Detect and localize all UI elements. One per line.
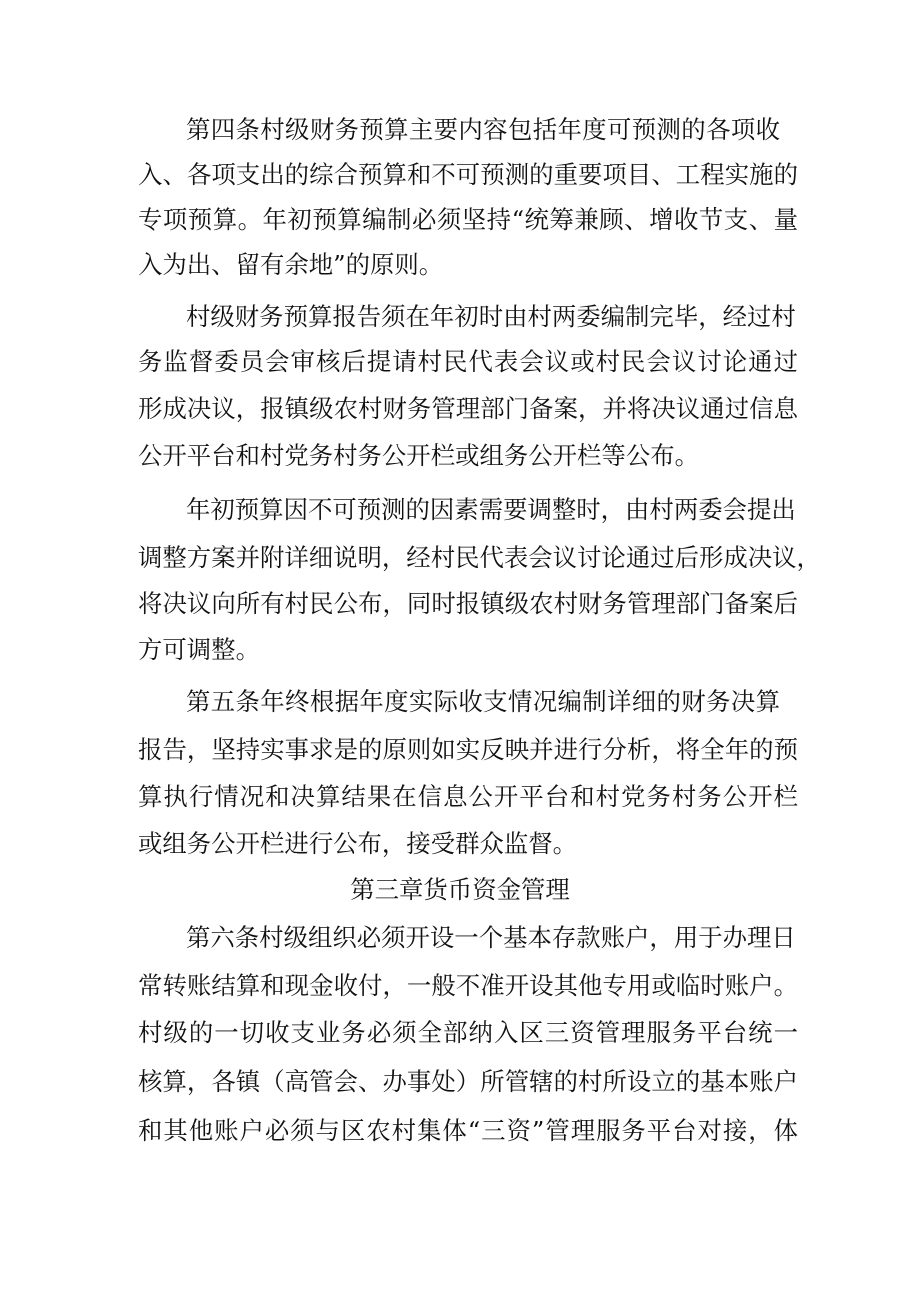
paragraph-line: 第六条村级组织必须开设一个基本存款账户，用于办理日 bbox=[186, 923, 796, 952]
paragraph-line: 调整方案并附详细说明，经村民代表会议讨论通过后形成决议， bbox=[138, 543, 821, 572]
paragraph-line: 算执行情况和决算结果在信息公开平台和村党务村务公开栏 bbox=[138, 782, 798, 811]
paragraph-line: 第四条村级财务预算主要内容包括年度可预测的各项收 bbox=[186, 115, 780, 144]
paragraph-line: 专项预算。年初预算编制必须坚持“统筹兼顾、增收节支、量 bbox=[138, 205, 798, 234]
paragraph-line: 入为出、留有余地”的原则。 bbox=[138, 250, 444, 279]
paragraph-line: 和其他账户必须与区农村集体“三资”管理服务平台对接，体 bbox=[138, 1116, 798, 1145]
paragraph-line: 村级财务预算报告须在年初时由村两委编制完毕，经过村 bbox=[186, 302, 796, 331]
paragraph-line: 村级的一切收支业务必须全部纳入区三资管理服务平台统一 bbox=[138, 1018, 798, 1047]
paragraph-line: 核算，各镇（高管会、办事处）所管辖的村所设立的基本账户 bbox=[138, 1067, 798, 1096]
paragraph-line: 年初预算因不可预测的因素需要调整时，由村两委会提出 bbox=[186, 495, 796, 524]
paragraph-line: 报告，坚持实事求是的原则如实反映并进行分析，将全年的预 bbox=[138, 735, 798, 764]
chapter-heading: 第三章货币资金管理 bbox=[350, 875, 570, 904]
paragraph-line: 形成决议，报镇级农村财务管理部门备案，并将决议通过信息 bbox=[138, 394, 798, 423]
paragraph-line: 或组务公开栏进行公布，接受群众监督。 bbox=[138, 829, 578, 858]
paragraph-line: 入、各项支出的综合预算和不可预测的重要项目、工程实施的 bbox=[138, 160, 798, 189]
paragraph-line: 常转账结算和现金收付，一般不准开设其他专用或临时账户。 bbox=[138, 971, 798, 1000]
paragraph-line: 方可调整。 bbox=[138, 635, 260, 664]
paragraph-line: 将决议向所有村民公布，同时报镇级农村财务管理部门备案后 bbox=[138, 589, 798, 618]
paragraph-line: 务监督委员会审核后提请村民代表会议或村民会议讨论通过 bbox=[138, 347, 798, 376]
paragraph-line: 第五条年终根据年度实际收支情况编制详细的财务决算 bbox=[186, 687, 780, 716]
paragraph-line: 公开平台和村党务村务公开栏或组务公开栏等公布。 bbox=[138, 441, 699, 470]
